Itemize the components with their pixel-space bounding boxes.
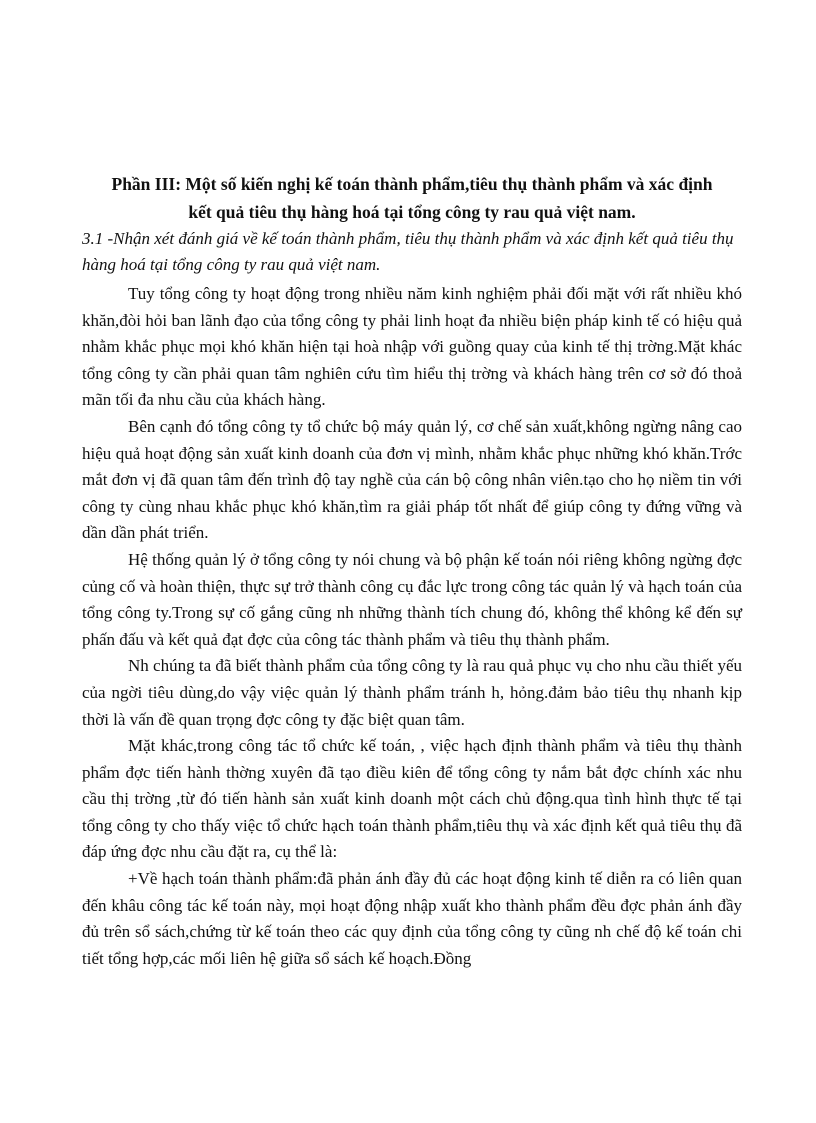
section-heading-line-1: Phần III: Một số kiến nghị kế toán thành phẩm,tiêu thụ thành phẩm và xác định: [111, 174, 713, 194]
paragraph-2: Bên cạnh đó tổng công ty tổ chức bộ máy quản lý, cơ chế sản xuất,không ngừng nâng cao hiệu quả hoạt động sản xuất kinh doanh của đơn vị mình, nhằm khắc phục những khó khăn.Trớc mắt đơn vị đã quan tâm đến trình độ tay nghề của cán bộ công nhân viên.tạo cho họ niềm tin với công ty cùng nhau khắc phục khó khăn,tìm ra giải pháp tốt nhất để giúp công ty đứng vững và dần dần phát triển.: [82, 416, 742, 543]
paragraph-1: Tuy tổng công ty hoạt động trong nhiều năm kinh nghiệm phải đối mặt với rất nhiều khó khăn,đòi hỏi ban lãnh đạo của tổng công ty phải linh hoạt đa nhiều biện pháp kinh tế có hiệu quả nhằm khắc phục mọi khó khăn hiện tại hoà nhập với guồng quay của kinh tế thị trờng.Mặt khác tổng công ty cần phải quan tâm nghiên cứu tìm hiểu thị trờng và khách hàng trên cơ sở đó thoả mãn tối đa nhu cầu của khách hàng.: [82, 284, 742, 410]
paragraph-4: Nh chúng ta đã biết thành phẩm của tổng công ty là rau quả phục vụ cho nhu cầu thiết yếu của ngời tiêu dùng,do vậy việc quản lý thành phẩm tránh h, hỏng.đảm bảo tiêu thụ nhanh kịp thời là vấn đề quan trọng đợc công ty đặc biệt quan tâm.: [82, 656, 742, 729]
paragraph-6: +Về hạch toán thành phẩm:đã phản ánh đầy đủ các hoạt động kinh tế diễn ra có liên quan đến khâu công tác kế toán này, mọi hoạt động nhập xuất kho thành phẩm đều đợc phản ánh đầy đủ trên sổ sách,chứng từ kế toán theo các quy định của tổng công ty cũng nh chế độ kế toán chi tiết tổng hợp,các mối liên hệ giữa sổ sách kế hoạch.Đồng: [82, 869, 742, 968]
section-heading-line-2: kết quả tiêu thụ hàng hoá tại tổng công ty rau quả việt nam.: [188, 202, 636, 222]
subsection-heading: 3.1 -Nhận xét đánh giá về kế toán thành phẩm, tiêu thụ thành phẩm và xác định kết quả tiêu thụ hàng hoá tại tổng công ty rau quả việt nam.: [82, 229, 734, 274]
paragraph-3: Hệ thống quản lý ở tổng công ty nói chung và bộ phận kế toán nói riêng không ngừng đợc củng cố và hoàn thiện, thực sự trở thành công cụ đắc lực trong công tác quản lý và hạch toán của tổng công ty.Trong sự cố gắng cũng nh những thành tích chung đó, không thể không kể đến sự phấn đấu và kết quả đạt đợc của công tác thành phẩm và tiêu thụ thành phẩm.: [82, 549, 742, 649]
document-page: [82, 170, 742, 972]
paragraph-5: Mặt khác,trong công tác tổ chức kế toán, , việc hạch định thành phẩm và tiêu thụ thành phẩm đợc tiến hành thờng xuyên đã tạo điều kiên để tổng công ty nắm bắt đợc chính xác nhu cầu thị trờng ,từ đó tiến hành sản xuất kinh doanh một cách chủ động.qua tình hình thực tế tại tổng công ty cho thấy việc tổ chức hạch toán thành phẩm,tiêu thụ và xác định kết quả tiêu thụ đã đáp ứng đợc nhu cầu đặt ra, cụ thể là:: [82, 736, 742, 862]
